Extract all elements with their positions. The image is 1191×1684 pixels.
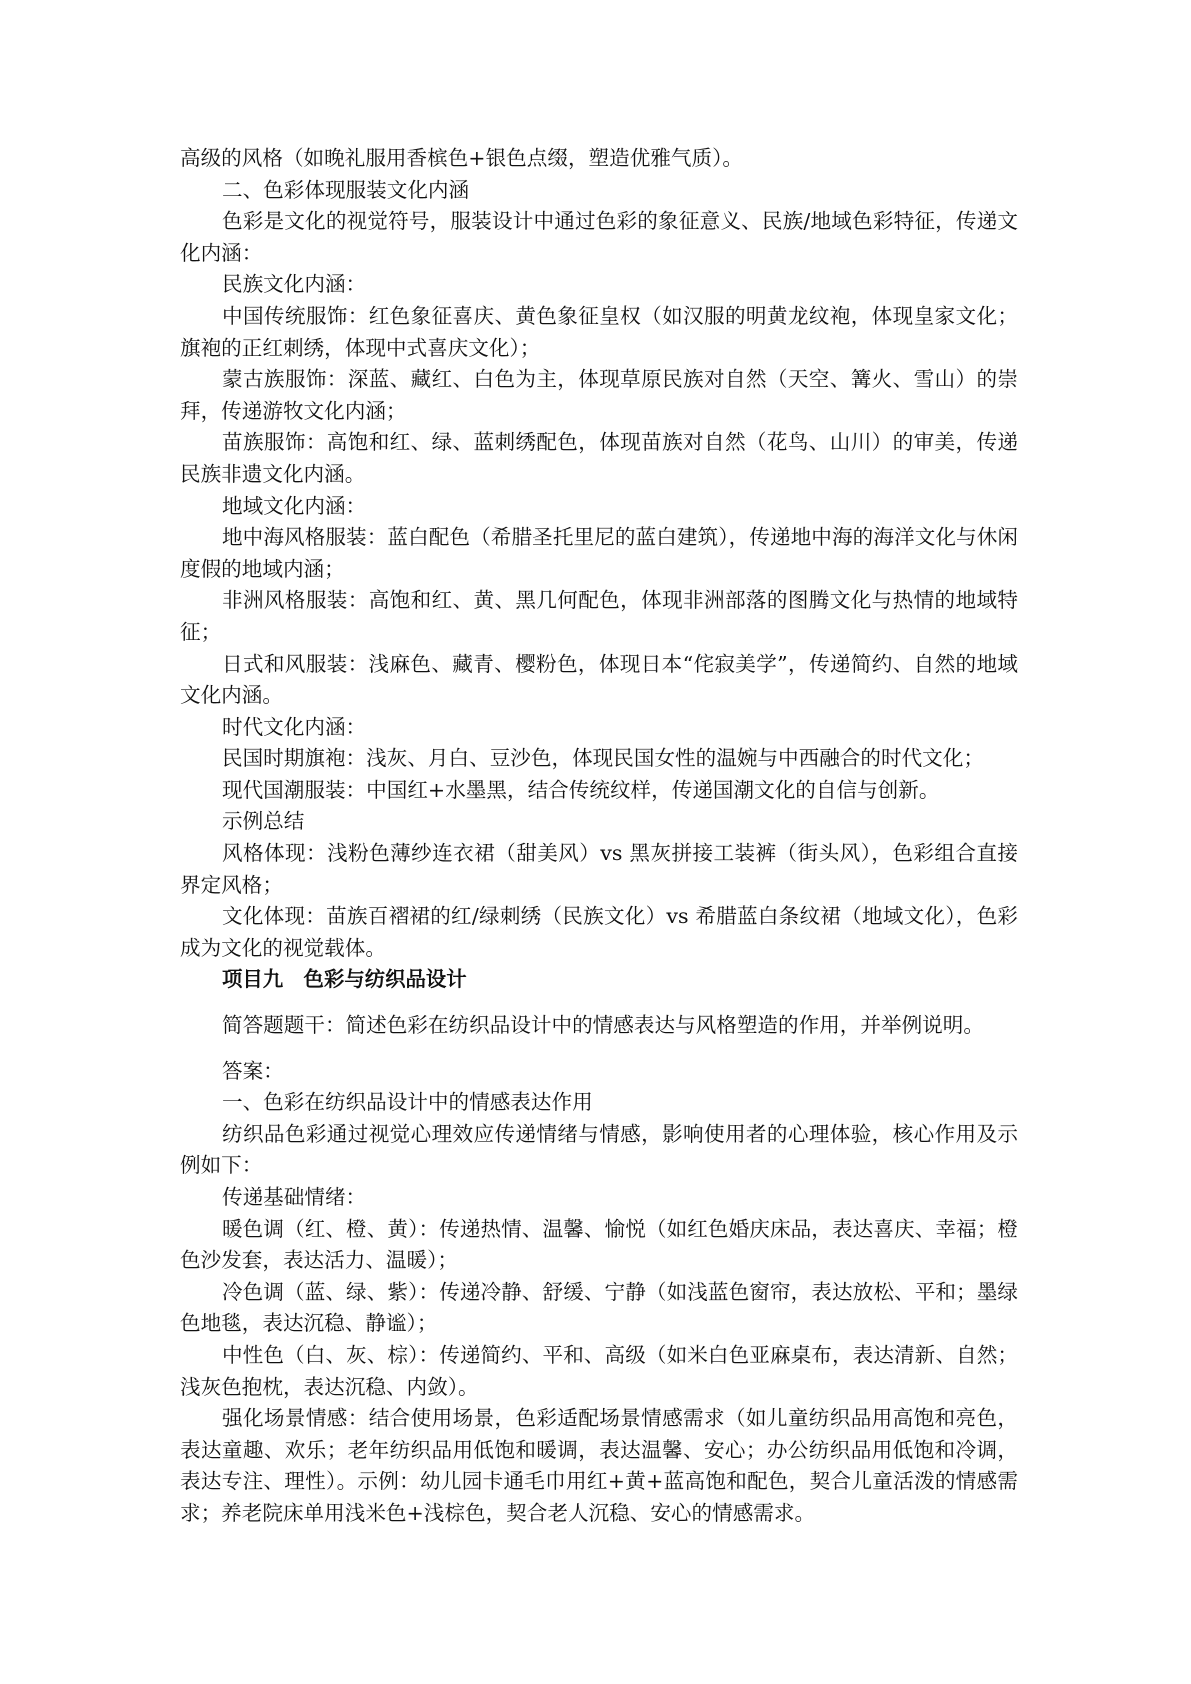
paragraph: 非洲风格服装：高饱和红、黄、黑几何配色，体现非洲部落的图腾文化与热情的地域特征； bbox=[180, 588, 1018, 644]
paragraph: 风格体现：浅粉色薄纱连衣裙（甜美风）vs 黑灰拼接工装裤（街头风），色彩组合直接界定风格； bbox=[180, 841, 1018, 897]
paragraph: 高级的风格（如晚礼服用香槟色+银色点缀，塑造优雅气质）。 bbox=[180, 146, 743, 170]
paragraph: 民国时期旗袍：浅灰、月白、豆沙色，体现民国女性的温婉与中西融合的时代文化； bbox=[222, 746, 984, 771]
paragraph: 冷色调（蓝、绿、紫）：传递冷静、舒缓、宁静（如浅蓝色窗帘，表达放松、平和；墨绿色地毯，表达沉稳、静谧）； bbox=[180, 1279, 1018, 1336]
list-heading: 示例总结 bbox=[222, 809, 305, 834]
paragraph: 纺织品色彩通过视觉心理效应传递情绪与情感，影响使用者的心理体验，核心作用及示例如下： bbox=[180, 1121, 1018, 1178]
subsection-title: 一、色彩在纺织品设计中的情感表达作用 bbox=[222, 1090, 593, 1115]
section-heading: 项目九 色彩与纺织品设计 bbox=[222, 967, 467, 992]
paragraph: 日式和风服装：浅麻色、藏青、樱粉色，体现日本“侘寂美学”，传递简约、自然的地域文化内涵。 bbox=[180, 651, 1018, 708]
question-text: 简答题题干：简述色彩在纺织品设计中的情感表达与风格塑造的作用，并举例说明。 bbox=[222, 1013, 984, 1038]
paragraph: 暖色调（红、橙、黄）：传递热情、温馨、愉悦（如红色婚庆床品，表达喜庆、幸福；橙色沙发套，表达活力、温暖）； bbox=[180, 1216, 1018, 1273]
list-heading: 民族文化内涵： bbox=[222, 272, 367, 297]
paragraph: 苗族服饰：高饱和红、绿、蓝刺绣配色，体现苗族对自然（花鸟、山川）的审美，传递民族非遗文化内涵。 bbox=[180, 430, 1018, 486]
paragraph: 蒙古族服饰：深蓝、藏红、白色为主，体现草原民族对自然（天空、篝火、雪山）的崇拜，传递游牧文化内涵； bbox=[180, 367, 1018, 423]
paragraph: 色彩是文化的视觉符号，服装设计中通过色彩的象征意义、民族/地域色彩特征，传递文化内涵： bbox=[180, 209, 1018, 265]
subsection-title: 二、色彩体现服装文化内涵 bbox=[222, 177, 470, 202]
paragraph: 中性色（白、灰、棕）：传递简约、平和、高级（如米白色亚麻桌布，表达清新、自然；浅灰色抱枕，表达沉稳、内敛）。 bbox=[180, 1342, 1018, 1399]
paragraph: 现代国潮服装：中国红+水墨黑，结合传统纹样，传递国潮文化的自信与创新。 bbox=[222, 777, 940, 802]
paragraph: 地中海风格服装：蓝白配色（希腊圣托里尼的蓝白建筑），传递地中海的海洋文化与休闲度假的地域内涵； bbox=[180, 525, 1018, 581]
paragraph-group-culture bbox=[180, 143, 1018, 964]
paragraph: 文化体现：苗族百褶裙的红/绿刺绣（民族文化）vs 希腊蓝白条纹裙（地域文化），色彩成为文化的视觉载体。 bbox=[180, 904, 1018, 960]
paragraph: 中国传统服饰：红色象征喜庆、黄色象征皇权（如汉服的明黄龙纹袍，体现皇家文化；旗袍的正红刺绣，体现中式喜庆文化）； bbox=[180, 303, 1018, 360]
answer-label: 答案： bbox=[222, 1058, 284, 1083]
document-page bbox=[180, 143, 1018, 1530]
list-heading: 地域文化内涵： bbox=[222, 493, 367, 518]
list-heading: 传递基础情绪： bbox=[222, 1185, 367, 1209]
paragraph: 强化场景情感：结合使用场景，色彩适配场景情感需求（如儿童纺织品用高饱和亮色，表达童趣、欢乐；老年纺织品用低饱和暖调，表达温馨、安心；办公纺织品用低饱和冷调，表达专注、理性）。示例：幼儿园卡通毛巾用红+黄+蓝高饱和配色，契合儿童活泼的情感需求；养老院床单用浅米色+浅棕色，契合老人沉稳、安心的情感需求。 bbox=[180, 1406, 1018, 1525]
answer-body bbox=[180, 1087, 1018, 1529]
list-heading: 时代文化内涵： bbox=[222, 714, 367, 739]
